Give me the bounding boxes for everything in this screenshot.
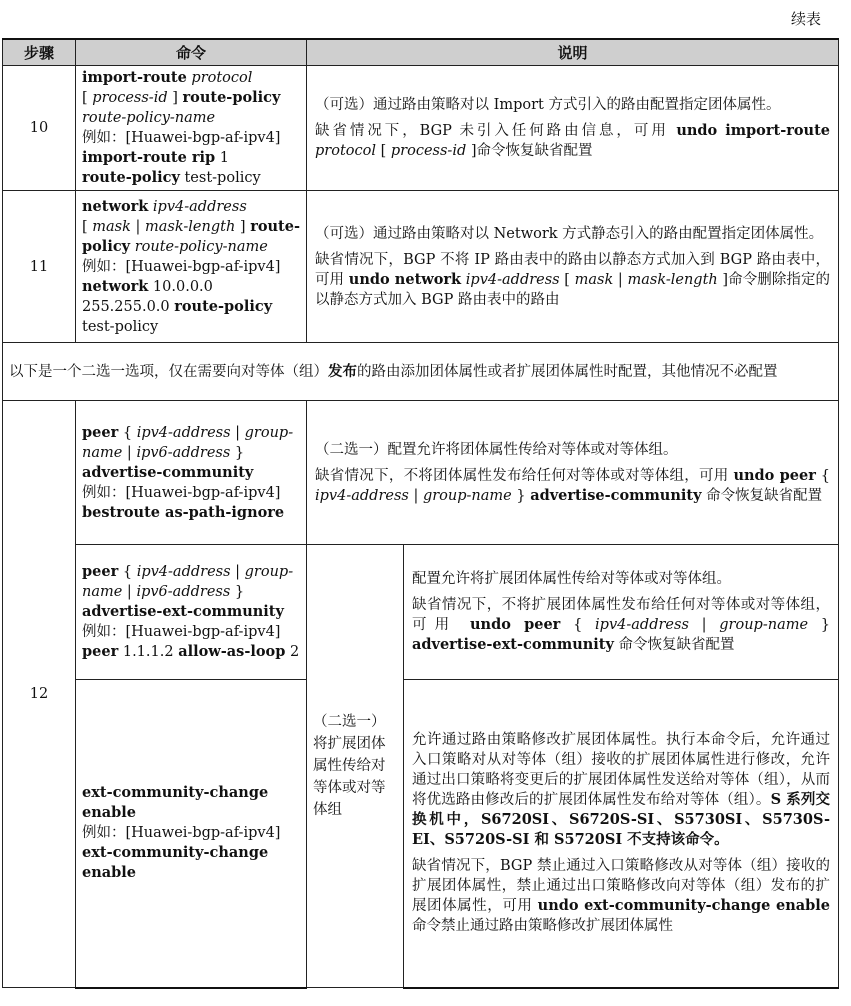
description-text: 配置允许将扩展团体属性传给对等体或对等体组。 xyxy=(412,571,731,587)
desc-text: | xyxy=(613,271,628,288)
desc-text: } xyxy=(808,617,831,633)
desc-text: 允许通过路由策略修改扩展团体属性。执行本命令后，允许通过入口策略对从对等体（组）接收的扩展团体属性进行修改，允许通过出口策略将变更后的扩展团体属性发送给对等体（组），从而将优选路由修改后的扩展团体属性发布给对等体（组）。 xyxy=(412,732,830,809)
desc-text: { xyxy=(815,467,831,484)
command-cell xyxy=(76,680,307,988)
cmd-text: } xyxy=(230,444,245,461)
desc-param: protocol xyxy=(315,143,376,159)
cmd-text: | xyxy=(122,444,137,461)
description-default xyxy=(315,250,830,310)
continued-label: 续表 xyxy=(790,10,821,28)
cmd-param: route-policy-name xyxy=(130,238,268,255)
cmd-keyword: route-policy xyxy=(82,169,180,186)
cmd-example: 例如：[Huawei-bgp-af-ipv4] xyxy=(82,258,281,275)
table-row-10 xyxy=(3,66,839,191)
note-text: 以下是一个二选一选项，仅在需要向对等体（组） xyxy=(9,363,328,380)
cmd-text: { xyxy=(118,564,137,580)
cmd-keyword: import-route rip xyxy=(82,149,216,166)
cmd-keyword: network xyxy=(82,277,149,295)
cmd-keyword: allow-as-loop xyxy=(178,643,286,660)
desc-param: group-name xyxy=(719,617,809,633)
description-default xyxy=(315,466,830,506)
cmd-param: group-name xyxy=(82,424,294,461)
step-number: 12 xyxy=(3,401,76,988)
desc-text: 命令恢复缺省配置 xyxy=(613,637,735,653)
cmd-text: | xyxy=(230,564,245,580)
description-default xyxy=(412,595,830,655)
cmd-text: 10.0.0.0 255.255.0.0 xyxy=(82,278,213,315)
desc-param: ipv4-address xyxy=(315,487,409,504)
desc-param: ipv4-address xyxy=(595,617,689,633)
cmd-keyword: route-policy xyxy=(182,89,281,106)
command-cell xyxy=(76,401,307,545)
cmd-keyword: bestroute as-path-ignore xyxy=(82,503,285,521)
description-text xyxy=(412,730,830,850)
cmd-text: { xyxy=(118,424,137,441)
cmd-param: protocol xyxy=(186,70,253,86)
cmd-text: test-policy xyxy=(179,170,261,186)
cmd-text: | xyxy=(122,584,137,600)
description-text: （可选）通过路由策略对以 Import 方式引入的路由配置指定团体属性。 xyxy=(315,97,781,113)
option-note-cell: （二选一）将扩展团体属性传给对等体或对等体组 xyxy=(307,545,404,988)
desc-param: mask-length xyxy=(627,271,718,288)
cmd-text: ] xyxy=(167,90,183,106)
cmd-param: mask-length xyxy=(145,218,236,235)
desc-keyword: advertise-ext-community xyxy=(412,636,614,653)
cmd-param: group-name xyxy=(82,564,294,600)
cmd-keyword: peer xyxy=(82,643,119,660)
desc-text: 缺省情况下，不将扩展团体属性发布给任何对等体或对等体组，可用 xyxy=(412,597,830,633)
cmd-text: [ xyxy=(82,218,93,235)
desc-text: | xyxy=(688,617,720,633)
description-cell xyxy=(307,401,839,545)
cmd-text: 1 xyxy=(215,150,229,166)
cmd-text: 1.1.1.2 xyxy=(118,644,179,660)
table-row-12b xyxy=(3,545,839,680)
step-number: 11 xyxy=(3,191,76,343)
desc-text: 缺省情况下，BGP 未引入任何路由信息，可用 xyxy=(315,123,677,139)
cmd-param: ipv6-address xyxy=(136,584,231,600)
description-default xyxy=(412,856,830,936)
step-number: 10 xyxy=(3,66,76,191)
cmd-text: } xyxy=(230,584,245,600)
desc-param: ipv4-address xyxy=(461,271,560,288)
cmd-param: route-policy-name xyxy=(82,110,216,126)
cmd-keyword: import-route xyxy=(82,69,187,86)
desc-emphasis: S 系列交换机中，S6720SI、S6720S-SI、S5730SI、S5730S-EI、S5720S-SI 和 S5720SI 不支持该命令。 xyxy=(412,791,830,849)
cmd-text: ] xyxy=(235,218,251,235)
cmd-keyword: ext-community-change enable xyxy=(82,784,269,822)
desc-text: [ xyxy=(559,271,575,288)
desc-text: ]命令恢复缺省配置 xyxy=(466,143,593,159)
cmd-param: ipv6-address xyxy=(136,444,231,461)
cmd-keyword: route-policy xyxy=(174,297,273,315)
command-cell xyxy=(76,191,307,343)
command-cell xyxy=(76,545,307,680)
description-cell xyxy=(404,680,839,988)
desc-text: ]命令删除指定的以静态方式加入 BGP 路由表中的路由 xyxy=(315,271,831,308)
desc-text: 命令恢复缺省配置 xyxy=(701,487,823,504)
table-row-11 xyxy=(3,191,839,343)
table-row-note xyxy=(3,343,839,401)
header-description: 说明 xyxy=(307,39,839,66)
cmd-text: | xyxy=(130,218,146,235)
cmd-keyword: peer xyxy=(82,563,119,580)
cmd-param: ipv4-address xyxy=(136,564,231,580)
desc-param: process-id xyxy=(390,143,467,159)
desc-keyword: undo network xyxy=(348,270,462,288)
desc-param: mask xyxy=(574,271,614,288)
table-header-row xyxy=(3,39,839,66)
cmd-text: test-policy xyxy=(82,318,159,335)
desc-text: 缺省情况下，BGP 不将 IP 路由表中的路由以静态方式加入到 BGP 路由表中，可用 xyxy=(315,251,830,288)
desc-keyword: advertise-community xyxy=(530,486,702,504)
cmd-example: 例如：[Huawei-bgp-af-ipv4] xyxy=(82,484,281,501)
desc-text: } xyxy=(511,487,531,504)
desc-keyword: undo ext-community-change enable xyxy=(537,897,830,915)
desc-text: 命令禁止通过路由策略修改扩展团体属性 xyxy=(412,918,673,935)
description-cell xyxy=(307,66,839,191)
desc-text: 缺省情况下，BGP 禁止通过入口策略修改从对等体（组）接收的扩展团体属性，禁止通过出口策略修改向对等体（组）发布的扩展团体属性，可用 xyxy=(412,858,830,915)
desc-text: { xyxy=(560,617,596,633)
cmd-keyword: ext-community-change enable xyxy=(82,844,269,882)
cmd-keyword: advertise-community xyxy=(82,463,254,481)
cmd-keyword: route-policy xyxy=(82,217,300,255)
cmd-example: 例如：[Huawei-bgp-af-ipv4] xyxy=(82,825,281,842)
desc-param: group-name xyxy=(422,487,512,504)
desc-text: | xyxy=(408,487,423,504)
command-table xyxy=(2,38,839,989)
command-cell xyxy=(76,66,307,191)
cmd-param: ipv4-address xyxy=(136,424,231,441)
description-text: （可选）通过路由策略对以 Network 方式静态引入的路由配置指定团体属性。 xyxy=(315,225,824,242)
cmd-param: mask xyxy=(92,218,131,235)
desc-text: 缺省情况下，不将团体属性发布给任何对等体或对等体组，可用 xyxy=(315,467,734,484)
desc-text: [ xyxy=(376,143,391,159)
cmd-text: 2 xyxy=(285,644,300,660)
header-command: 命令 xyxy=(76,39,307,66)
cmd-keyword: network xyxy=(82,197,149,215)
table-row-12c xyxy=(3,680,839,988)
cmd-example: 例如：[Huawei-bgp-af-ipv4] xyxy=(82,624,281,640)
cmd-text: [ xyxy=(82,90,93,106)
cmd-text: | xyxy=(230,424,245,441)
table-row-12a xyxy=(3,401,839,545)
description-cell xyxy=(404,545,839,680)
description-cell xyxy=(307,191,839,343)
note-cell xyxy=(3,343,839,401)
description-default xyxy=(315,121,830,161)
description-text: （二选一）配置允许将团体属性传给对等体或对等体组。 xyxy=(315,441,678,458)
cmd-keyword: advertise-ext-community xyxy=(82,603,284,620)
cmd-example: 例如：[Huawei-bgp-af-ipv4] xyxy=(82,130,281,146)
desc-keyword: undo peer xyxy=(470,616,561,633)
cmd-param: ipv4-address xyxy=(148,198,247,215)
desc-keyword: undo peer xyxy=(733,466,816,484)
header-step: 步骤 xyxy=(3,39,76,66)
cmd-keyword: peer xyxy=(82,423,119,441)
cmd-param: process-id xyxy=(92,90,168,106)
desc-keyword: undo import-route xyxy=(676,122,830,139)
note-text: 的路由添加团体属性或者扩展团体属性时配置，其他情况不必配置 xyxy=(357,363,778,380)
note-emphasis: 发布 xyxy=(328,362,357,380)
